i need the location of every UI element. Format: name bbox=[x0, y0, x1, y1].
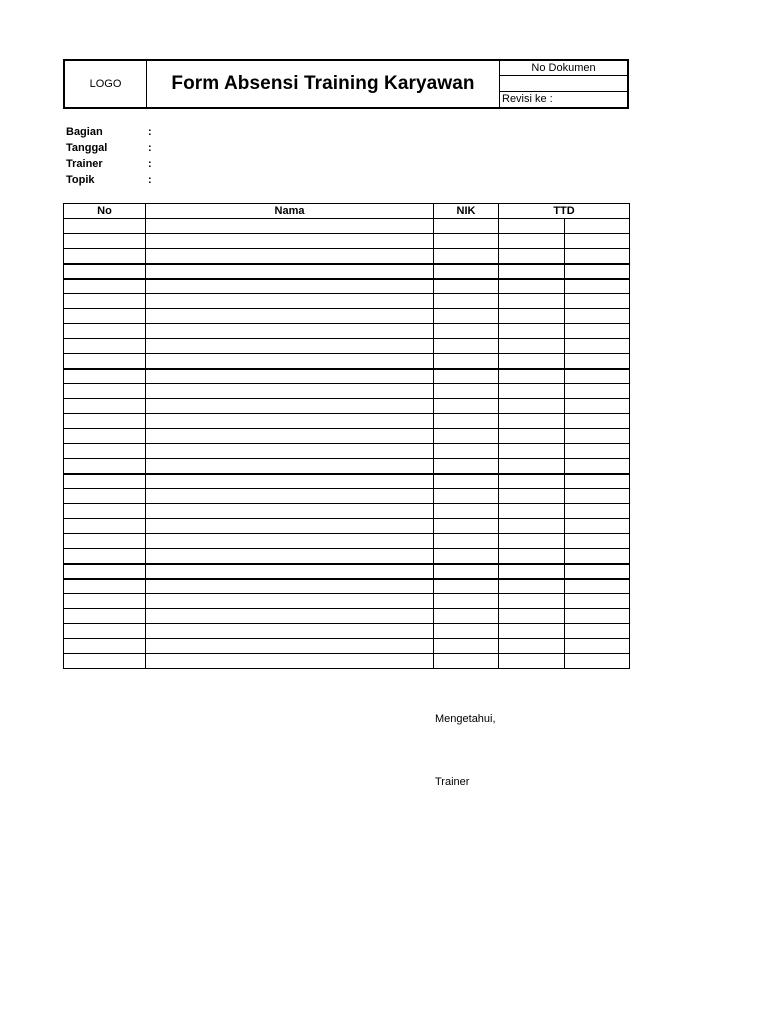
signature-role: Trainer bbox=[435, 776, 470, 788]
cell-nik bbox=[434, 354, 499, 369]
cell-ttd-left bbox=[499, 564, 565, 579]
cell-ttd-left bbox=[499, 369, 565, 384]
table-row bbox=[64, 564, 630, 579]
cell-ttd-left bbox=[499, 249, 565, 264]
cell-ttd-left bbox=[499, 609, 565, 624]
cell-nama bbox=[146, 594, 434, 609]
cell-no bbox=[64, 219, 146, 234]
cell-nik bbox=[434, 639, 499, 654]
cell-nik bbox=[434, 279, 499, 294]
cell-ttd-left bbox=[499, 264, 565, 279]
info-block bbox=[66, 124, 266, 188]
cell-nama bbox=[146, 639, 434, 654]
cell-ttd-right bbox=[565, 309, 630, 324]
cell-no bbox=[64, 444, 146, 459]
cell-ttd-left bbox=[499, 414, 565, 429]
cell-nama bbox=[146, 279, 434, 294]
cell-ttd-right bbox=[565, 234, 630, 249]
cell-ttd-right bbox=[565, 549, 630, 564]
cell-nama bbox=[146, 549, 434, 564]
cell-no bbox=[64, 534, 146, 549]
cell-nama bbox=[146, 384, 434, 399]
revisi-label: Revisi ke : bbox=[502, 92, 553, 105]
cell-no bbox=[64, 504, 146, 519]
cell-ttd-left bbox=[499, 324, 565, 339]
table-row bbox=[64, 444, 630, 459]
table-row bbox=[64, 609, 630, 624]
trainer-label: Trainer bbox=[66, 158, 103, 170]
cell-ttd-right bbox=[565, 579, 630, 594]
cell-ttd-left bbox=[499, 339, 565, 354]
cell-no bbox=[64, 294, 146, 309]
table-row bbox=[64, 579, 630, 594]
cell-nik bbox=[434, 294, 499, 309]
cell-no bbox=[64, 369, 146, 384]
cell-no bbox=[64, 339, 146, 354]
cell-nik bbox=[434, 414, 499, 429]
cell-ttd-right bbox=[565, 654, 630, 669]
cell-ttd-left bbox=[499, 294, 565, 309]
table-row bbox=[64, 234, 630, 249]
cell-no bbox=[64, 264, 146, 279]
cell-ttd-right bbox=[565, 609, 630, 624]
table-row bbox=[64, 459, 630, 474]
cell-nik bbox=[434, 249, 499, 264]
cell-nama bbox=[146, 654, 434, 669]
cell-nama bbox=[146, 414, 434, 429]
header-nama: Nama bbox=[146, 204, 434, 219]
cell-nik bbox=[434, 609, 499, 624]
cell-nama bbox=[146, 369, 434, 384]
cell-ttd-right bbox=[565, 639, 630, 654]
table-row bbox=[64, 249, 630, 264]
no-dokumen-label: No Dokumen bbox=[500, 61, 627, 76]
bagian-colon: : bbox=[148, 126, 152, 138]
cell-no bbox=[64, 639, 146, 654]
cell-nama bbox=[146, 444, 434, 459]
logo-placeholder: LOGO bbox=[65, 61, 147, 107]
cell-ttd-right bbox=[565, 324, 630, 339]
table-row bbox=[64, 414, 630, 429]
cell-ttd-left bbox=[499, 639, 565, 654]
cell-ttd-right bbox=[565, 249, 630, 264]
cell-no bbox=[64, 429, 146, 444]
cell-nama bbox=[146, 519, 434, 534]
table-row bbox=[64, 219, 630, 234]
cell-ttd-right bbox=[565, 459, 630, 474]
table-row bbox=[64, 384, 630, 399]
info-row-bagian bbox=[66, 124, 266, 140]
cell-nama bbox=[146, 324, 434, 339]
cell-ttd-left bbox=[499, 309, 565, 324]
cell-ttd-right bbox=[565, 429, 630, 444]
cell-nik bbox=[434, 369, 499, 384]
header-nik: NIK bbox=[434, 204, 499, 219]
cell-ttd-left bbox=[499, 279, 565, 294]
cell-ttd-left bbox=[499, 534, 565, 549]
cell-ttd-left bbox=[499, 624, 565, 639]
table-row bbox=[64, 654, 630, 669]
tanggal-label: Tanggal bbox=[66, 142, 108, 154]
cell-ttd-left bbox=[499, 459, 565, 474]
cell-no bbox=[64, 564, 146, 579]
bagian-label: Bagian bbox=[66, 126, 103, 138]
cell-ttd-right bbox=[565, 504, 630, 519]
mengetahui-label: Mengetahui, bbox=[435, 713, 496, 725]
table-row bbox=[64, 369, 630, 384]
cell-nama bbox=[146, 429, 434, 444]
cell-ttd-right bbox=[565, 369, 630, 384]
cell-nik bbox=[434, 654, 499, 669]
cell-no bbox=[64, 354, 146, 369]
cell-ttd-left bbox=[499, 399, 565, 414]
table-row bbox=[64, 399, 630, 414]
cell-nama bbox=[146, 534, 434, 549]
topik-label: Topik bbox=[66, 174, 95, 186]
cell-no bbox=[64, 234, 146, 249]
cell-nama bbox=[146, 234, 434, 249]
cell-no bbox=[64, 489, 146, 504]
table-row bbox=[64, 354, 630, 369]
cell-no bbox=[64, 579, 146, 594]
cell-ttd-right bbox=[565, 414, 630, 429]
cell-no bbox=[64, 384, 146, 399]
cell-ttd-left bbox=[499, 474, 565, 489]
header-ttd: TTD bbox=[499, 204, 630, 219]
cell-nik bbox=[434, 324, 499, 339]
cell-ttd-left bbox=[499, 489, 565, 504]
cell-nik bbox=[434, 549, 499, 564]
table-row bbox=[64, 594, 630, 609]
cell-nama bbox=[146, 504, 434, 519]
cell-no bbox=[64, 594, 146, 609]
cell-nama bbox=[146, 399, 434, 414]
table-row bbox=[64, 639, 630, 654]
table-row bbox=[64, 279, 630, 294]
cell-nama bbox=[146, 624, 434, 639]
cell-ttd-right bbox=[565, 354, 630, 369]
cell-nama bbox=[146, 459, 434, 474]
cell-ttd-right bbox=[565, 279, 630, 294]
table-row bbox=[64, 309, 630, 324]
cell-nik bbox=[434, 429, 499, 444]
cell-nik bbox=[434, 534, 499, 549]
cell-nama bbox=[146, 609, 434, 624]
table-row bbox=[64, 519, 630, 534]
table-row bbox=[64, 294, 630, 309]
table-row bbox=[64, 474, 630, 489]
info-row-trainer bbox=[66, 156, 266, 172]
cell-nik bbox=[434, 309, 499, 324]
cell-nik bbox=[434, 519, 499, 534]
cell-ttd-left bbox=[499, 594, 565, 609]
cell-ttd-right bbox=[565, 534, 630, 549]
cell-no bbox=[64, 414, 146, 429]
cell-nama bbox=[146, 564, 434, 579]
cell-nik bbox=[434, 594, 499, 609]
cell-no bbox=[64, 654, 146, 669]
document-header bbox=[63, 59, 629, 109]
cell-no bbox=[64, 609, 146, 624]
cell-ttd-left bbox=[499, 579, 565, 594]
cell-nama bbox=[146, 339, 434, 354]
cell-nik bbox=[434, 384, 499, 399]
cell-nik bbox=[434, 459, 499, 474]
cell-ttd-left bbox=[499, 234, 565, 249]
cell-nama bbox=[146, 294, 434, 309]
cell-ttd-right bbox=[565, 384, 630, 399]
table-header-row bbox=[64, 204, 630, 219]
table-row bbox=[64, 339, 630, 354]
cell-ttd-right bbox=[565, 339, 630, 354]
cell-ttd-left bbox=[499, 219, 565, 234]
cell-nik bbox=[434, 579, 499, 594]
cell-ttd-left bbox=[499, 654, 565, 669]
tanggal-colon: : bbox=[148, 142, 152, 154]
cell-ttd-left bbox=[499, 384, 565, 399]
table-row bbox=[64, 549, 630, 564]
cell-nik bbox=[434, 264, 499, 279]
cell-nik bbox=[434, 564, 499, 579]
table-row bbox=[64, 429, 630, 444]
cell-nama bbox=[146, 354, 434, 369]
cell-nik bbox=[434, 234, 499, 249]
topik-colon: : bbox=[148, 174, 152, 186]
cell-no bbox=[64, 459, 146, 474]
cell-ttd-right bbox=[565, 444, 630, 459]
cell-nama bbox=[146, 249, 434, 264]
document-meta bbox=[500, 61, 627, 107]
cell-nama bbox=[146, 219, 434, 234]
cell-ttd-left bbox=[499, 444, 565, 459]
cell-ttd-right bbox=[565, 264, 630, 279]
table-row bbox=[64, 504, 630, 519]
cell-nik bbox=[434, 504, 499, 519]
info-row-topik bbox=[66, 172, 266, 188]
form-title: Form Absensi Training Karyawan bbox=[147, 61, 500, 107]
cell-no bbox=[64, 399, 146, 414]
cell-nama bbox=[146, 489, 434, 504]
attendance-table bbox=[63, 203, 630, 669]
cell-ttd-right bbox=[565, 489, 630, 504]
table-body bbox=[64, 219, 630, 669]
info-row-tanggal bbox=[66, 140, 266, 156]
cell-ttd-right bbox=[565, 564, 630, 579]
cell-ttd-left bbox=[499, 354, 565, 369]
cell-ttd-right bbox=[565, 594, 630, 609]
table-row bbox=[64, 624, 630, 639]
cell-ttd-left bbox=[499, 549, 565, 564]
cell-nama bbox=[146, 264, 434, 279]
cell-nik bbox=[434, 339, 499, 354]
table-row bbox=[64, 264, 630, 279]
cell-ttd-right bbox=[565, 294, 630, 309]
header-no: No bbox=[64, 204, 146, 219]
cell-ttd-right bbox=[565, 399, 630, 414]
cell-ttd-right bbox=[565, 474, 630, 489]
cell-ttd-left bbox=[499, 519, 565, 534]
cell-nik bbox=[434, 489, 499, 504]
cell-no bbox=[64, 279, 146, 294]
no-dokumen-value bbox=[500, 76, 627, 91]
cell-no bbox=[64, 249, 146, 264]
cell-ttd-right bbox=[565, 624, 630, 639]
cell-nik bbox=[434, 444, 499, 459]
cell-ttd-right bbox=[565, 219, 630, 234]
cell-no bbox=[64, 474, 146, 489]
table-row bbox=[64, 324, 630, 339]
cell-nik bbox=[434, 624, 499, 639]
cell-no bbox=[64, 309, 146, 324]
cell-nama bbox=[146, 309, 434, 324]
cell-ttd-left bbox=[499, 504, 565, 519]
cell-nama bbox=[146, 474, 434, 489]
cell-no bbox=[64, 519, 146, 534]
cell-nik bbox=[434, 474, 499, 489]
cell-nama bbox=[146, 579, 434, 594]
trainer-colon: : bbox=[148, 158, 152, 170]
cell-no bbox=[64, 624, 146, 639]
cell-nik bbox=[434, 399, 499, 414]
cell-ttd-right bbox=[565, 519, 630, 534]
cell-nik bbox=[434, 219, 499, 234]
cell-no bbox=[64, 549, 146, 564]
cell-no bbox=[64, 324, 146, 339]
table-row bbox=[64, 489, 630, 504]
cell-ttd-left bbox=[499, 429, 565, 444]
table-row bbox=[64, 534, 630, 549]
